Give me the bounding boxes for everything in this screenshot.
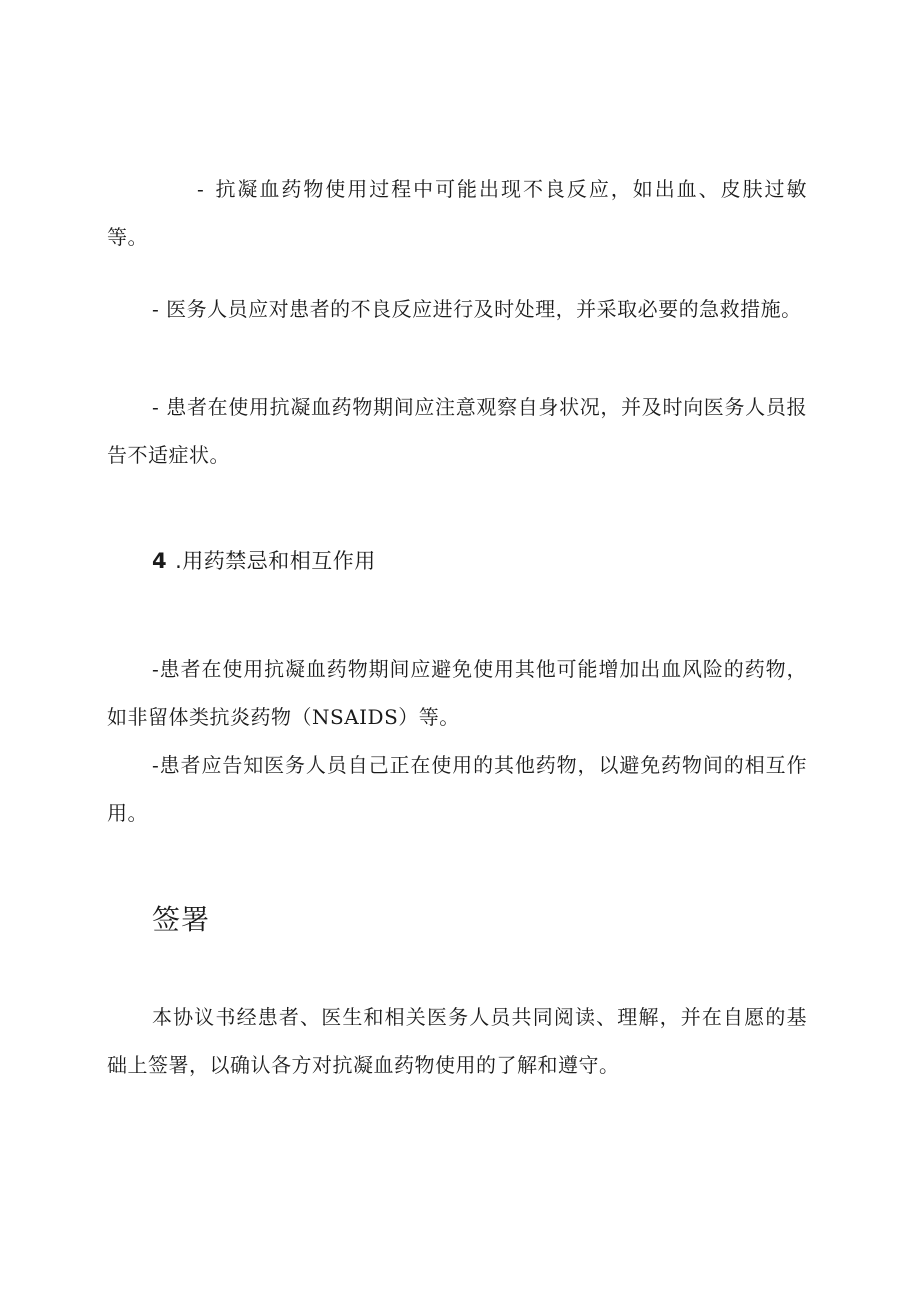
adverse-reaction-text-1: 抗凝血药物使用过程中可能出现不良反应，如出血、皮肤过敏等。 [107,177,807,249]
adverse-reaction-item-3: - 患者在使用抗凝血药物期间应注意观察自身状况，并及时向医务人员报告不适症状。 [107,395,807,467]
section-title: .用药禁忌和相互作用 [175,549,376,573]
contraindication-item-1: -患者在使用抗凝血药物期间应避免使用其他可能增加出血风险的药物，如非留体类抗炎药物（NSAIDS）等。 [107,657,807,729]
signature-paragraph: 本协议书经患者、医生和相关医务人员共同阅读、理解，并在自愿的基础上签署，以确认各方对抗凝血药物使用的了解和遵守。 [107,1005,807,1077]
contraindication-item-2: -患者应告知医务人员自己正在使用的其他药物，以避免药物间的相互作用。 [107,753,807,825]
adverse-reaction-item-2: - 医务人员应对患者的不良反应进行及时处理，并采取必要的急救措施。 [152,297,802,321]
list-dash: - [197,177,205,201]
signature-heading: 签署 [152,903,211,936]
adverse-reaction-item-1 [107,165,807,261]
section-number: 4 [152,549,168,573]
section-heading-contraindications [152,545,376,577]
